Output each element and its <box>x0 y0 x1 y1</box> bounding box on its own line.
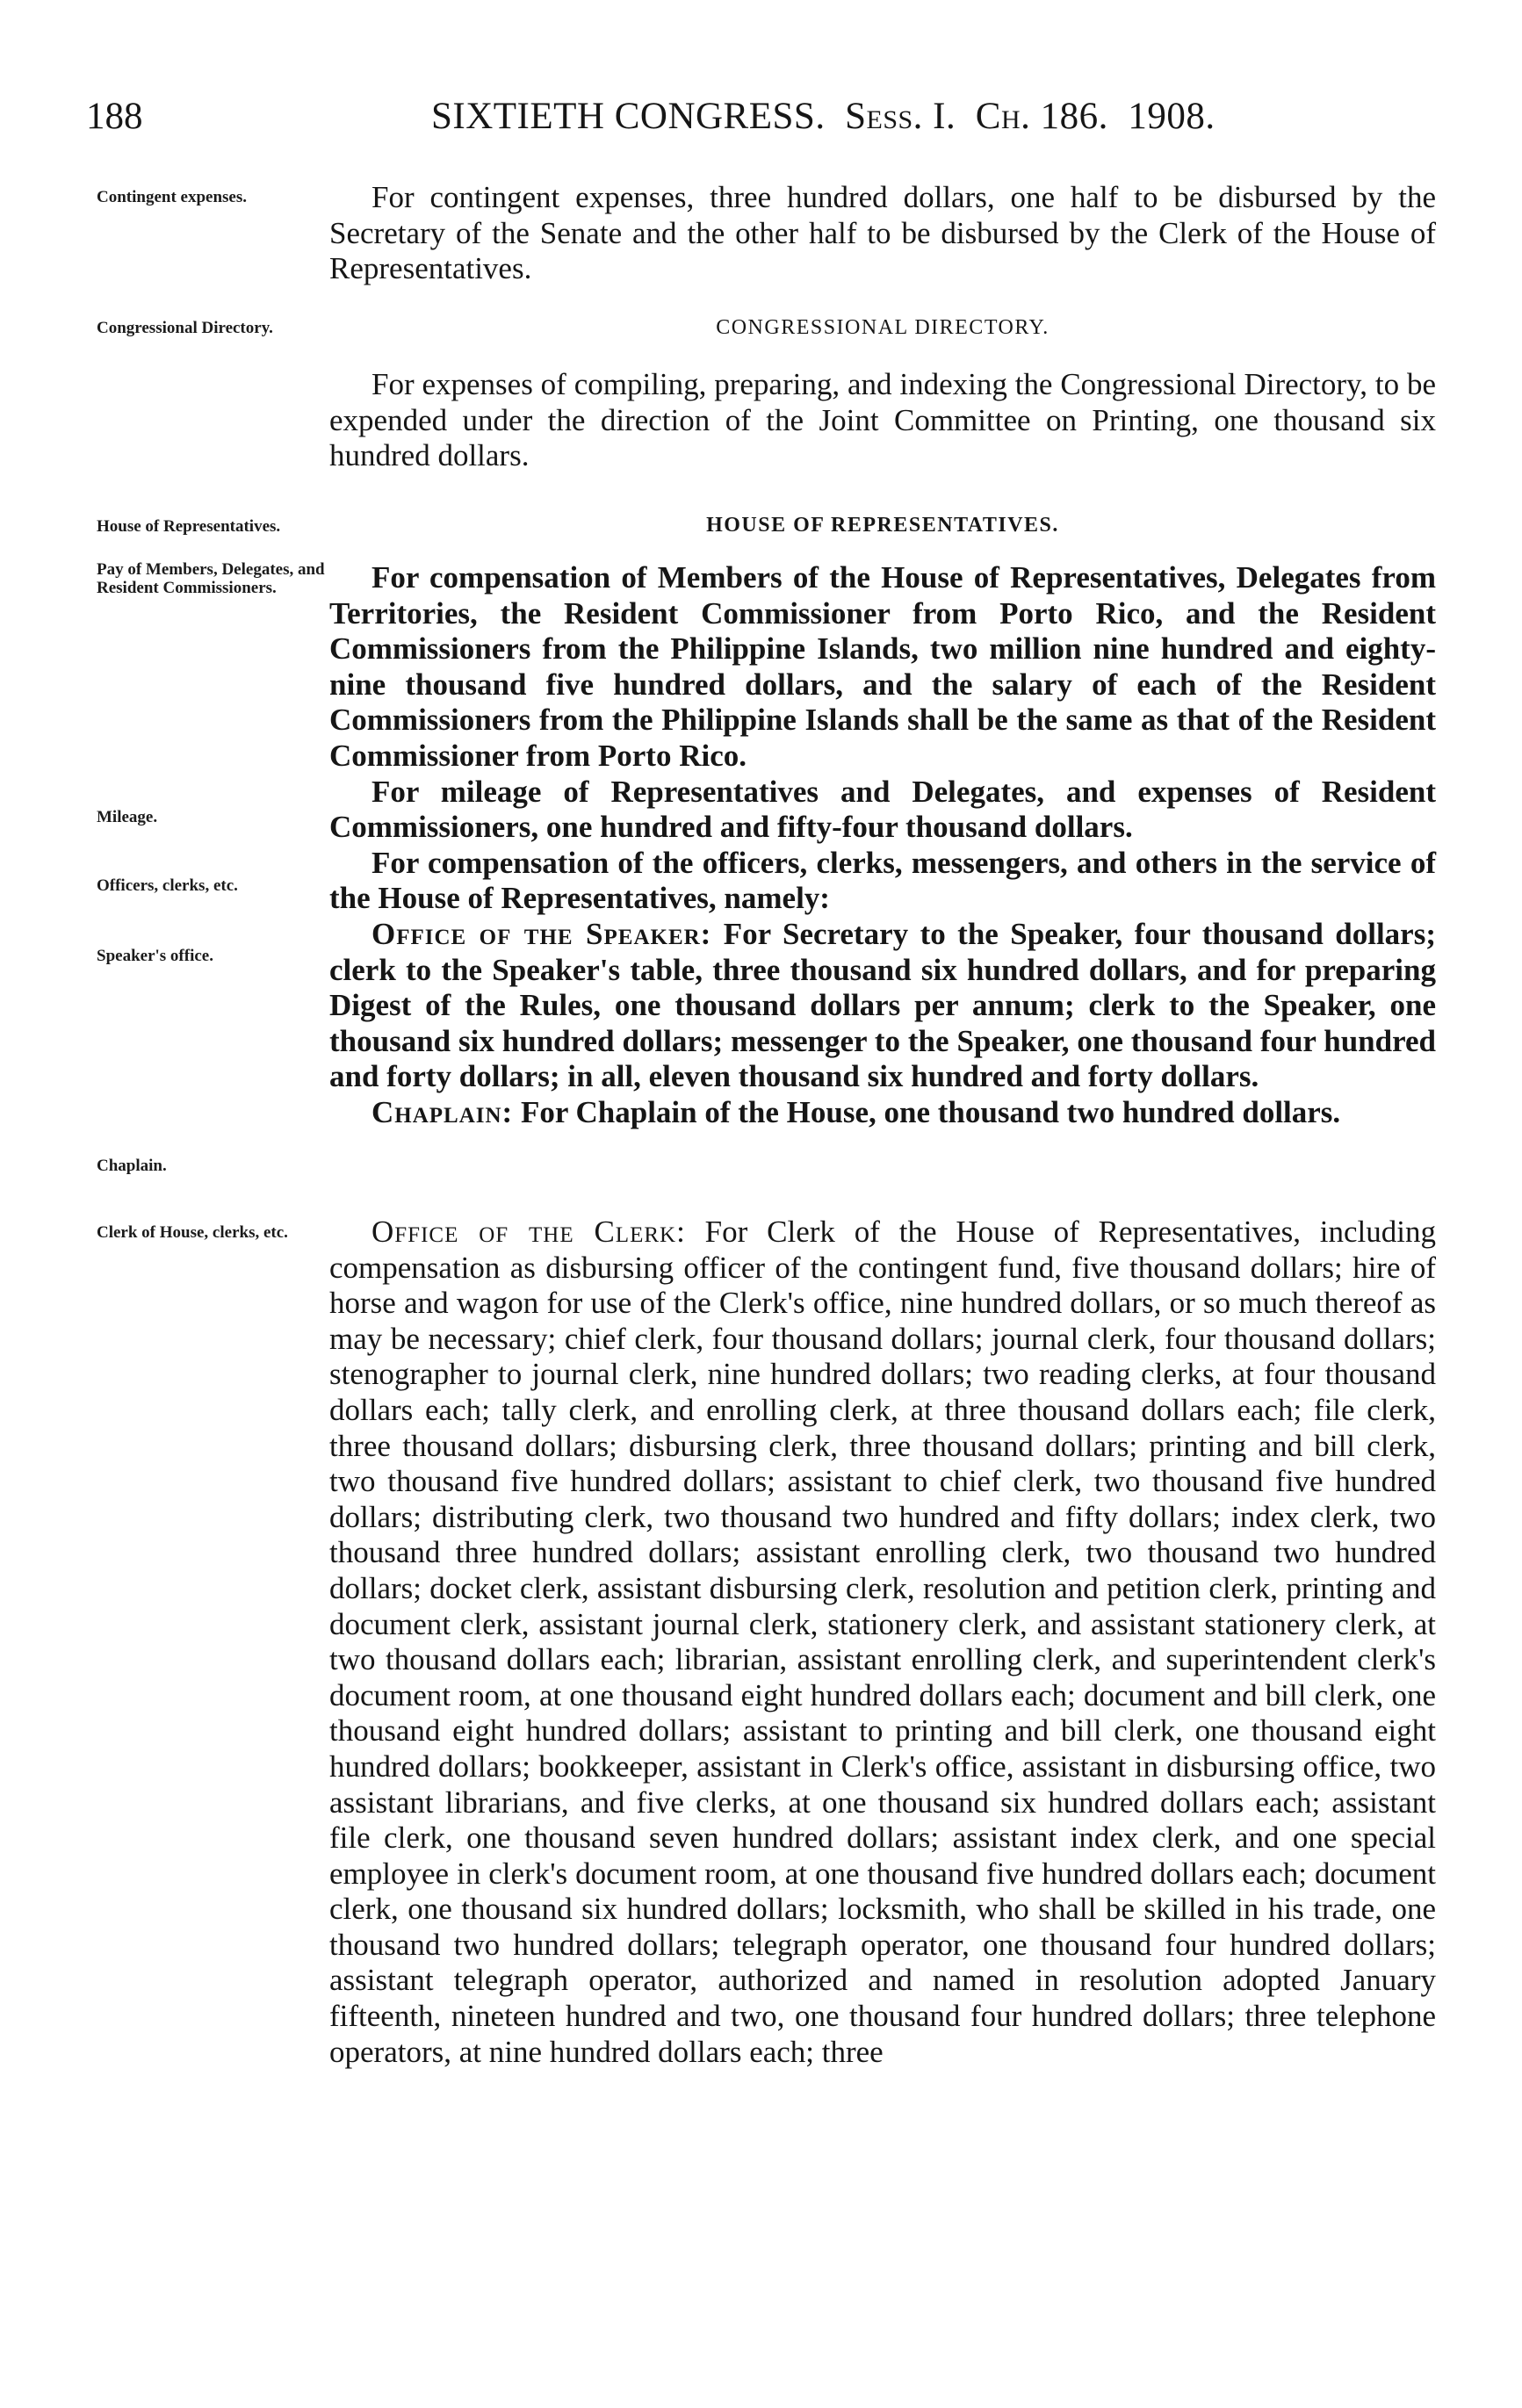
margin-note-pay: Pay of Members, Delegates, and Resident Commissioners. <box>97 560 325 597</box>
paragraph-contingent: For contingent expenses, three hundred dollars, one half to be disbursed by the Secretary of the Senate and the other half to be disbursed by the Clerk of the House of Representatives. <box>329 180 1436 286</box>
section-clerk <box>329 1215 1436 2070</box>
section-directory <box>329 367 1436 474</box>
speaker-text: For Secretary to the Speaker, four thousand dollars; clerk to the Speaker's table, three thousand six hundred dollars, and for preparing Digest of the Rules, one thousand dollars per annum; clerk to the Speaker, one thousand six hundred dollars; messenger to the Speaker, one thousand four hundred and forty dollars; in all, eleven thousand six hundred and forty dollars. <box>329 916 1436 1094</box>
page-number: 188 <box>86 96 143 137</box>
margin-note-directory: Congressional Directory. <box>97 319 273 337</box>
chapter-label: Ch. 186. <box>975 96 1108 137</box>
paragraph-clerk <box>329 1215 1436 2070</box>
congress-title: SIXTIETH CONGRESS. <box>431 96 826 137</box>
margin-note-chaplain: Chaplain. <box>97 1157 167 1175</box>
clerk-text: For Clerk of the House of Representatives, including compensation as disbursing officer of the contingent fund, five thousand dollars; hire of horse and wagon for use of the Clerk's office, nine hundred dollars, or so much thereof as may be necessary; chief clerk, four thousand dollars; journal clerk, four thousand dollars; stenographer to journal clerk, nine hundred dollars; two reading clerks, at four thousand dollars each; tally clerk, and enrolling clerk, at three thousand dollars each; file clerk, three thousand dollars; disbursing clerk, three thousand dollars; printing and bill clerk, two thousand five hundred dollars; assistant to chief clerk, two thousand five hundred dollars; distributing clerk, two thousand two hundred and fifty dollars; index clerk, two thousand three hundred dollars; assistant enrolling clerk, two thousand two hundred dollars; docket clerk, assistant disbursing clerk, resolution and petition clerk, printing and document clerk, assistant journal clerk, stationery clerk, and assistant stationery clerk, at two thousand dollars each; librarian, assistant enrolling clerk, and superintendent clerk's document room, at one thousand eight hundred dollars each; document and bill clerk, one thousand eight hundred dollars; assistant to printing and bill clerk, one thousand eight hundred dollars; bookkeeper, assistant in Clerk's office, assistant in disbursing office, two assistant librarians, and five clerks, at one thousand six hundred dollars each; assistant file clerk, one thousand seven hundred dollars; assistant index clerk, and one special employee in clerk's document room, at one thousand five hundred dollars each; document clerk, one thousand six hundred dollars; locksmith, who shall be skilled in his trade, one thousand two hundred dollars; telegraph operator, one thousand four hundred dollars; assistant telegraph operator, authorized and named in resolution adopted January fifteenth, nineteen hundred and two, one thousand four hundred dollars; three telephone operators, at nine hundred dollars each; three <box>329 1215 1437 2069</box>
speaker-lead: Office of the Speaker: <box>371 916 712 951</box>
session-label: Sess. I. <box>845 96 956 137</box>
clerk-lead: Office of the Clerk: <box>371 1215 686 1249</box>
chaplain-text: For Chaplain of the House, one thousand two hundred dollars. <box>520 1094 1341 1129</box>
paragraph-mileage: For mileage of Representatives and Delegates, and expenses of Resident Commissioners, one hundred and fifty-four thousand dollars. <box>329 774 1436 845</box>
heading-house: HOUSE OF REPRESENTATIVES. <box>706 514 1059 537</box>
year-label: 1908. <box>1128 96 1215 137</box>
paragraph-directory: For expenses of compiling, preparing, and indexing the Congressional Directory, to be expended under the direction of the Joint Committee on Printing, one thousand six hundred dollars. <box>329 367 1436 473</box>
paragraph-chaplain <box>329 1095 1436 1131</box>
chaplain-lead: Chaplain: <box>371 1094 514 1129</box>
margin-note-contingent: Contingent expenses. <box>97 188 248 206</box>
paragraph-officers: For compensation of the officers, clerks, messengers, and others in the service of the House of Representatives, namely: <box>329 845 1436 916</box>
margin-note-house: House of Representatives. <box>97 517 281 536</box>
page-header <box>86 95 1443 148</box>
margin-note-officers: Officers, clerks, etc. <box>97 876 238 895</box>
section-house <box>329 560 1436 1131</box>
heading-directory: CONGRESSIONAL DIRECTORY. <box>716 316 1050 339</box>
margin-note-mileage: Mileage. <box>97 808 158 826</box>
margin-note-clerk: Clerk of House, clerks, etc. <box>97 1223 288 1242</box>
running-title <box>431 95 1215 138</box>
margin-note-speaker: Speaker's office. <box>97 947 213 965</box>
section-contingent <box>329 180 1436 287</box>
paragraph-pay: For compensation of Members of the House of Representatives, Delegates from Territories, the Resident Commissioner from Porto Rico, and the Resident Commissioners from the Philippine Islands, two million nine hundred and eighty-nine thousand five hundred dollars, and the salary of each of the Resident Commissioners from the Philippine Islands shall be the same as that of the Resident Commissioner from Porto Rico. <box>329 560 1436 773</box>
paragraph-speaker <box>329 917 1436 1095</box>
